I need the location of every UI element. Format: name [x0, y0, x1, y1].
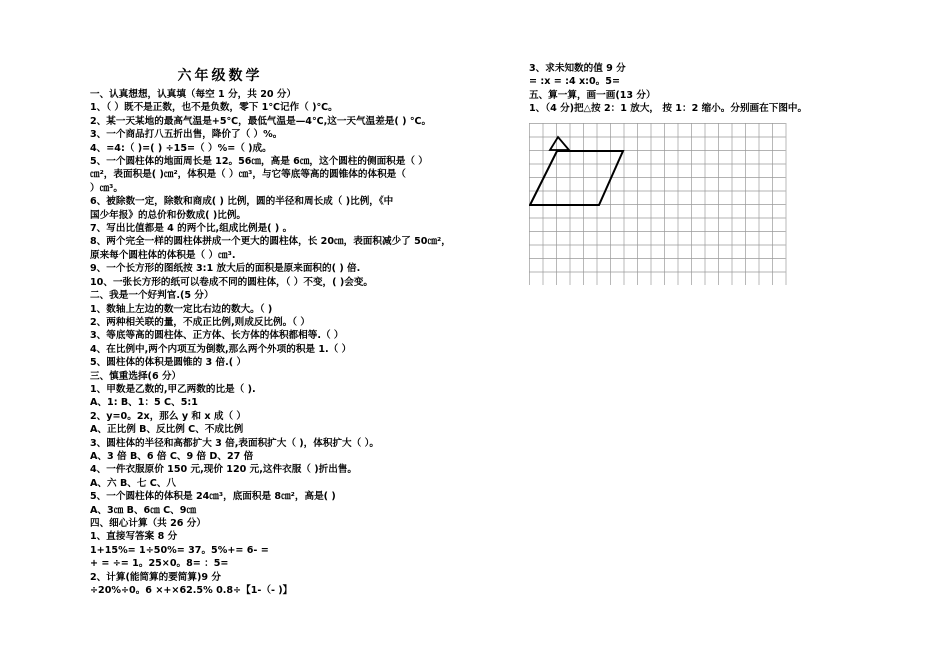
right-column-line: 3、求未知数的值 9 分 [529, 63, 626, 74]
left-column-line: 2、y=0。2x，那么 y 和 x 成（ ） [90, 410, 246, 422]
left-column-line: 1+15%= 1÷50%= 37。5%+= 6- = [90, 544, 269, 556]
right-column-line: 五、算一算，画一画(13 分） [529, 89, 656, 101]
left-column-line: 二、我是一个好判官.(5 分） [90, 290, 214, 302]
left-column-line: ÷20%÷0。6 ×+×62.5% 0.8÷【1-（- )】 [90, 585, 293, 597]
left-column-line: 10、一张长方形的纸可以卷成不同的圆柱体，（ ）不变，( )会变。 [90, 276, 374, 288]
left-column-line: 国少年报》的总价和份数成( )比例。 [90, 209, 247, 221]
page-title: 六年级数学 [177, 68, 263, 84]
left-column-line: 1、数轴上左边的数一定比右边的数大。（ ) [90, 303, 273, 315]
left-column-line: + = ÷= 1。25×0。8= ：5= [90, 558, 229, 570]
left-column-line: 1、直接写答案 8 分 [90, 531, 178, 543]
left-column-line: 3、等底等高的圆柱体、正方体、长方体的体积都相等.（ ） [90, 330, 344, 342]
left-column-line: 三、慎重选择(6 分） [90, 370, 182, 382]
left-column-line: 原来每个圆柱体的体积是（ ）㎝³. [90, 249, 236, 261]
left-column-line: 一、认真想想，认真填（每空 1 分，共 20 分） [90, 89, 297, 100]
left-column-line: ㎝²，表面积是( )㎝²，体积是（ ）㎝³，与它等底等高的圆锥体的体积是（ [90, 169, 406, 181]
left-column-line: 7、写出比值都是 4 的两个比,组成比例是( ) 。 [90, 223, 293, 235]
left-column-line: 5、一个圆柱体的地面周长是 12。56㎝，高是 6㎝，这个圆柱的侧面积是（ ） [90, 156, 428, 168]
left-column-line: 2、计算(能简算的要简算)9 分 [90, 571, 221, 583]
left-column-line: 1、甲数是乙数的,甲乙两数的比是（ ). [90, 383, 256, 395]
right-column-line: 1、（4 分)把△按 2：1 放大， 按 1：2 缩小。分别画在下图中。 [529, 103, 808, 115]
right-column-line: = :x = :4 x:0。5= [529, 76, 620, 88]
left-column-line: 8、两个完全一样的圆柱体拼成一个更大的圆柱体，长 20㎝，表面积减少了 50㎝²， [90, 236, 451, 248]
left-column-line: 6、被除数一定，除数和商成( ) 比例，圆的半径和周长成（ )比例，《中 [90, 196, 394, 208]
left-column-line: 3、圆柱体的半径和高都扩大 3 倍,表面积扩大（ )，体积扩大（ ）。 [90, 437, 379, 449]
left-column-line: 2、某一天某地的最高气温是+5℃，最低气温是—4℃,这一天气温差是( ) ℃。 [90, 115, 432, 127]
left-column-line: A、3 倍 B、6 倍 C、9 倍 D、27 倍 [90, 450, 254, 462]
grid-svg [529, 123, 789, 285]
left-column-line: A、正比例 B、反比例 C、不成比例 [90, 424, 244, 436]
left-column-line: 四、细心计算（共 26 分） [90, 518, 206, 529]
parallelogram-shape [530, 151, 623, 205]
left-column-line: 5、一个圆柱体的体积是 24㎝³，底面积是 8㎝²，高是( ) [90, 491, 336, 503]
left-column-line: 4、=4:（ )=( ) ÷15=（ ）%=（ )成。 [90, 142, 272, 154]
left-column-line: ）㎝³。 [90, 182, 123, 194]
left-column-line: 4、在比例中,两个内项互为倒数,那么两个外项的积是 1.（ ） [90, 343, 352, 355]
left-column-line: A、1: B、1：5 C、5:1 [90, 397, 198, 409]
left-column-line: 4、一件衣服原价 150 元,现价 120 元,这件衣服（ )折出售。 [90, 464, 357, 476]
left-column-line: 3、一个商品打八五折出售，降价了（ ）%。 [90, 129, 283, 141]
drawing-grid [529, 123, 789, 285]
left-column-line: 2、两种相关联的量，不成正比例,则成反比例。（ ） [90, 316, 310, 328]
left-column-line: 5、圆柱体的体积是圆锥的 3 倍.( ） [90, 357, 247, 369]
left-column-line: 1、（ ）既不是正数，也不是负数，零下 1℃记作（ )℃。 [90, 102, 338, 114]
right-column [529, 62, 829, 116]
left-column [90, 88, 510, 597]
left-column-line: A、六 B、七 C、八 [90, 477, 177, 489]
left-column-line: A、3㎝ B、6㎝ C、9㎝ [90, 504, 197, 516]
left-column-line: 9、一个长方形的图纸按 3:1 放大后的面积是原来面积的( ) 倍. [90, 263, 361, 275]
triangle-shape [550, 137, 569, 150]
